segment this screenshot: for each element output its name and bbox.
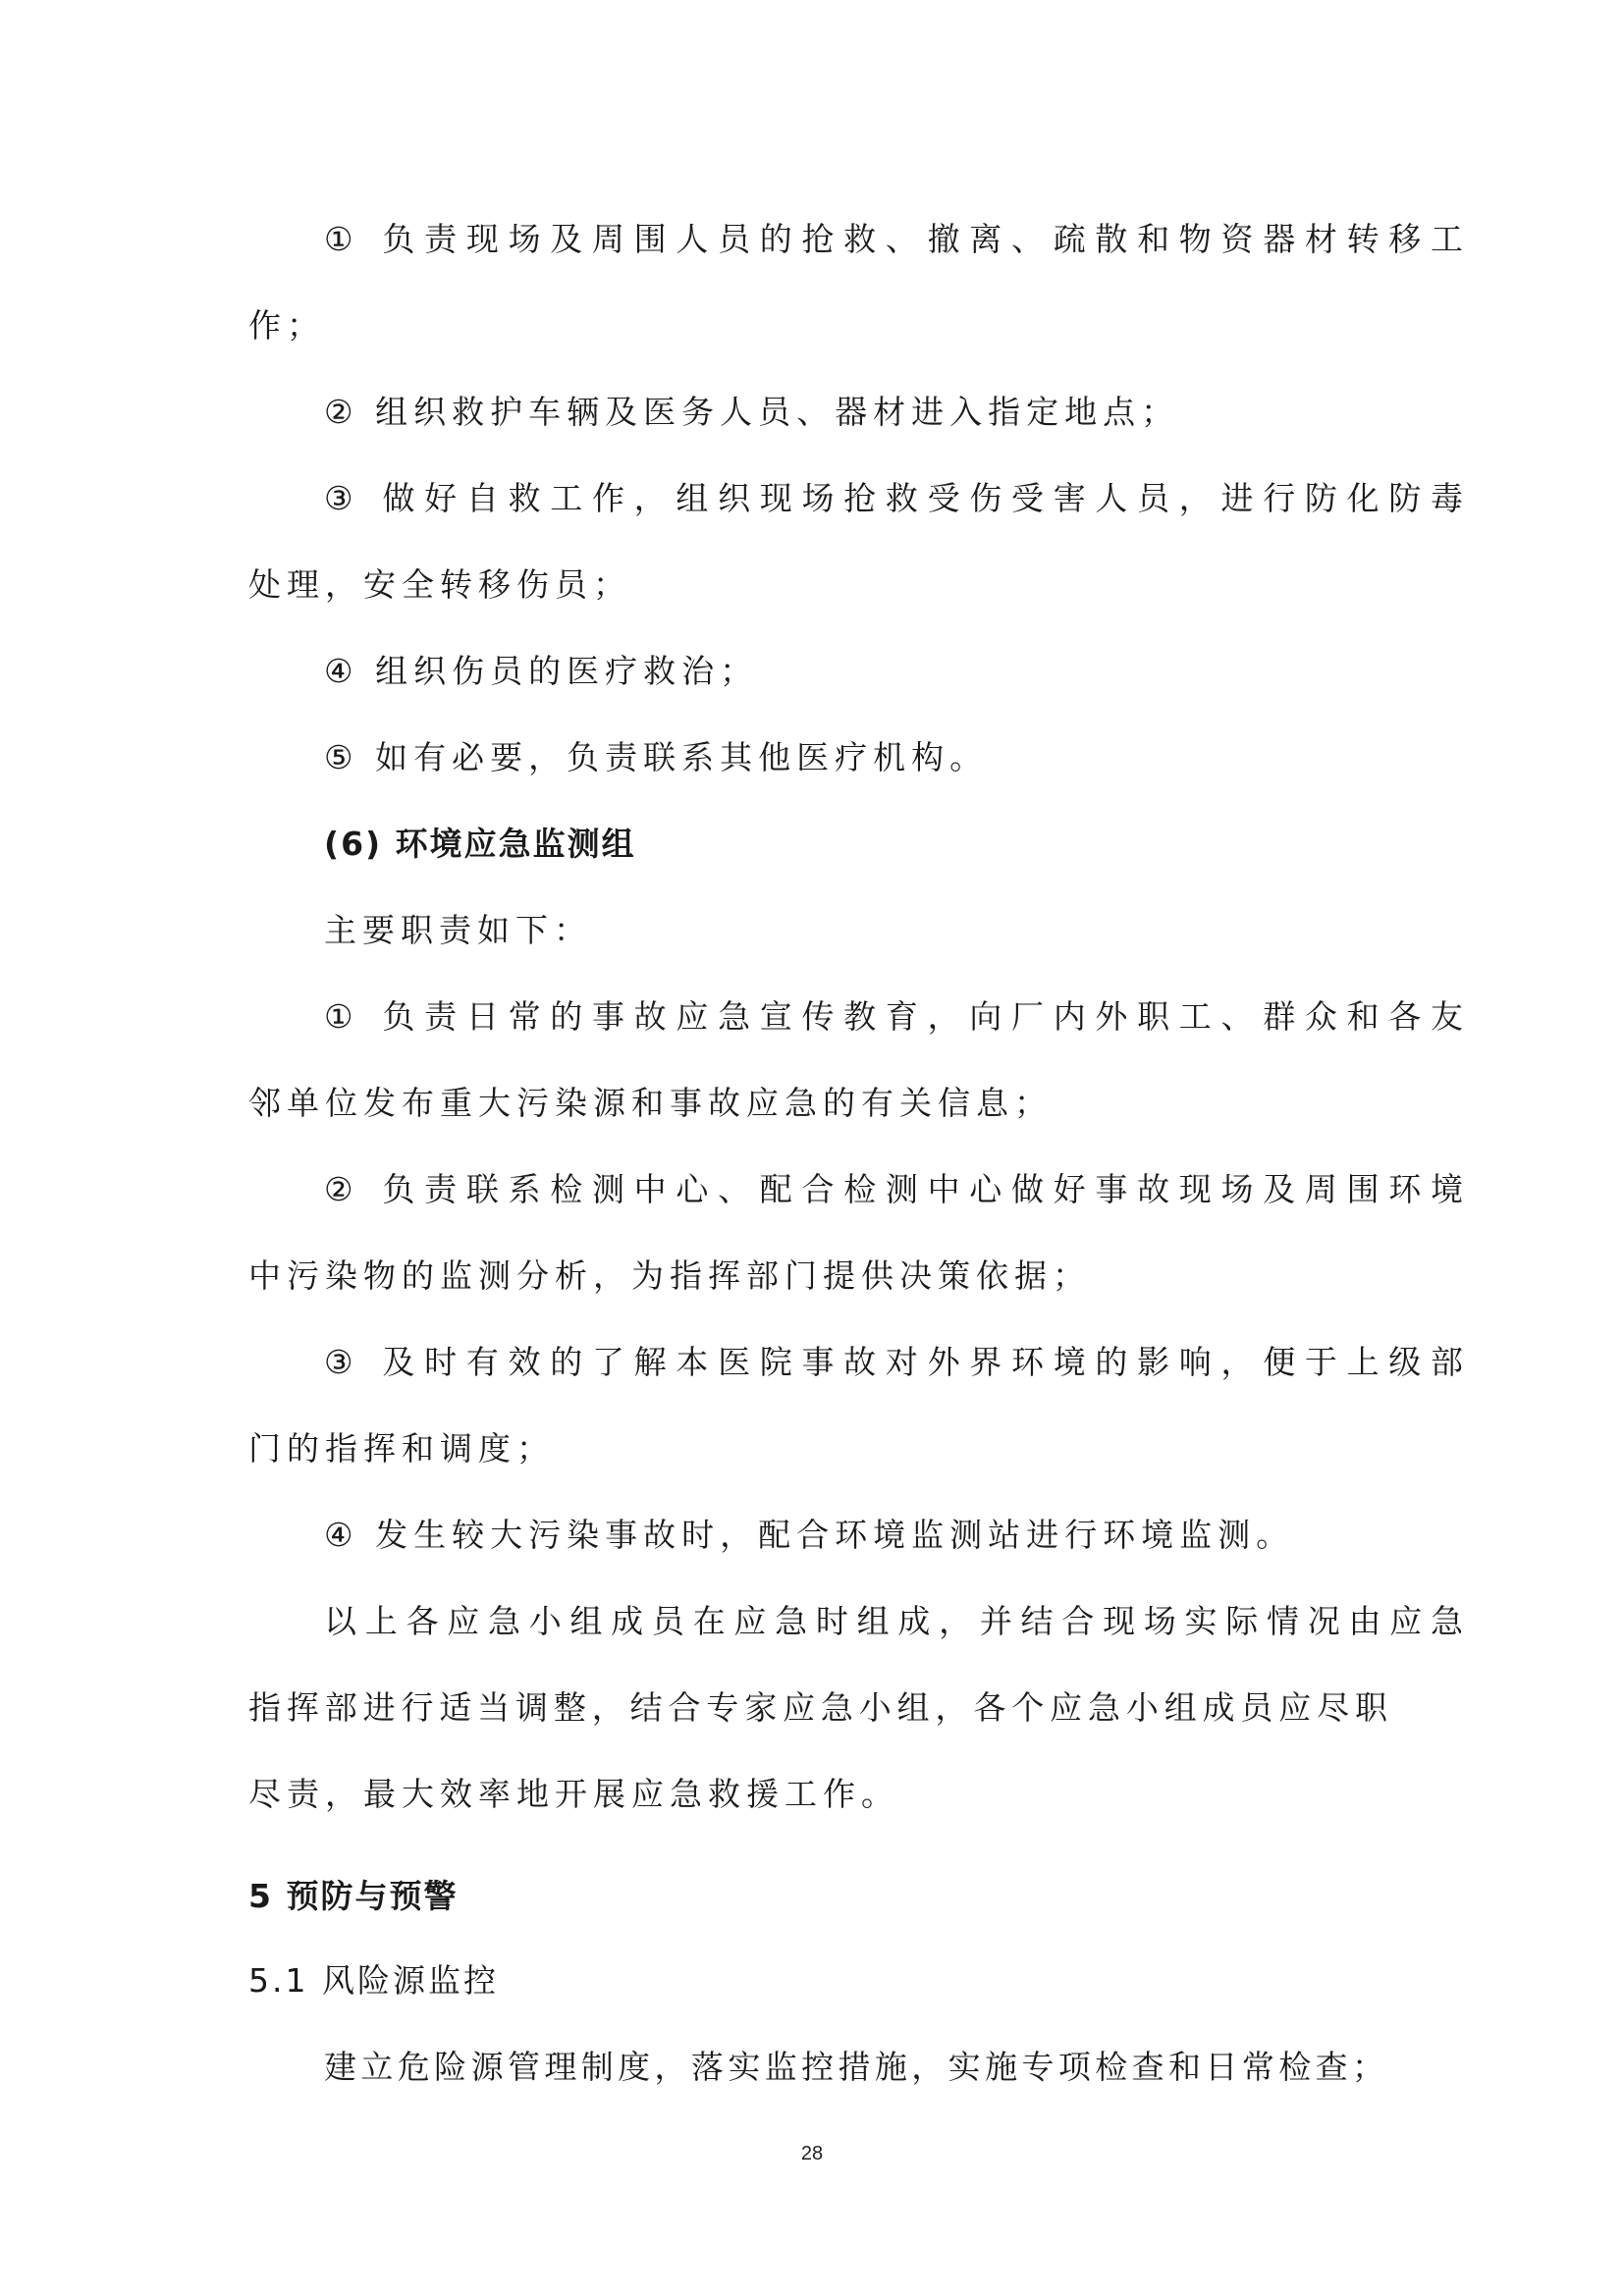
monitoring-item-2-line-2: 中污染物的监测分析，为指挥部门提供决策依据； — [248, 1256, 1091, 1295]
monitoring-item-1-line-2: 邻单位发布重大污染源和事故应急的有关信息； — [248, 1084, 1053, 1122]
duty-item-4: ④ 组织伤员的医疗救治； — [324, 652, 759, 690]
page-number: 28 — [800, 2143, 824, 2164]
monitoring-item-2-line-1: ② 负责联系检测中心、配合检测中心做好事故现场及周围环境 — [324, 1170, 1463, 1208]
summary-paragraph-line-3: 尽责，最大效率地开展应急救援工作。 — [248, 1775, 899, 1813]
duty-item-3-line-2: 处理，安全转移伤员； — [248, 565, 631, 604]
duty-item-1-line-2: 作； — [248, 306, 325, 345]
duty-item-2: ② 组织救护车辆及医务人员、器材进入指定地点； — [324, 393, 1180, 431]
monitoring-item-4: ④ 发生较大污染事故时，配合环境监测站进行环境监测。 — [324, 1516, 1295, 1554]
summary-paragraph-line-2: 指挥部进行适当调整，结合专家应急小组，各个应急小组成员应尽职 — [248, 1688, 1387, 1727]
subsection-heading-risk-monitoring: 5.1 风险源监控 — [248, 1961, 499, 2000]
chapter-heading-prevention-warning: 5 预防与预警 — [248, 1877, 459, 1915]
duty-item-3-line-1: ③ 做好自救工作，组织现场抢救受伤受害人员，进行防化防毒 — [324, 479, 1463, 517]
monitoring-item-1-line-1: ① 负责日常的事故应急宣传教育，向厂内外职工、群众和各友 — [324, 997, 1463, 1036]
risk-monitoring-paragraph: 建立危险源管理制度，落实监控措施，实施专项检查和日常检查； — [324, 2048, 1384, 2086]
monitoring-item-3-line-1: ③ 及时有效的了解本医院事故对外界环境的影响，便于上级部 — [324, 1343, 1463, 1381]
summary-paragraph-line-1: 以上各应急小组成员在应急时组成，并结合现场实际情况由应急 — [324, 1602, 1463, 1640]
monitoring-item-3-line-2: 门的指挥和调度； — [248, 1429, 555, 1468]
duty-item-5: ⑤ 如有必要，负责联系其他医疗机构。 — [324, 738, 989, 776]
duties-intro: 主要职责如下： — [324, 911, 592, 949]
duty-item-1-line-1: ① 负责现场及周围人员的抢救、撤离、疏散和物资器材转移工 — [324, 220, 1463, 258]
section-heading-monitoring-group: (6) 环境应急监测组 — [324, 825, 636, 863]
